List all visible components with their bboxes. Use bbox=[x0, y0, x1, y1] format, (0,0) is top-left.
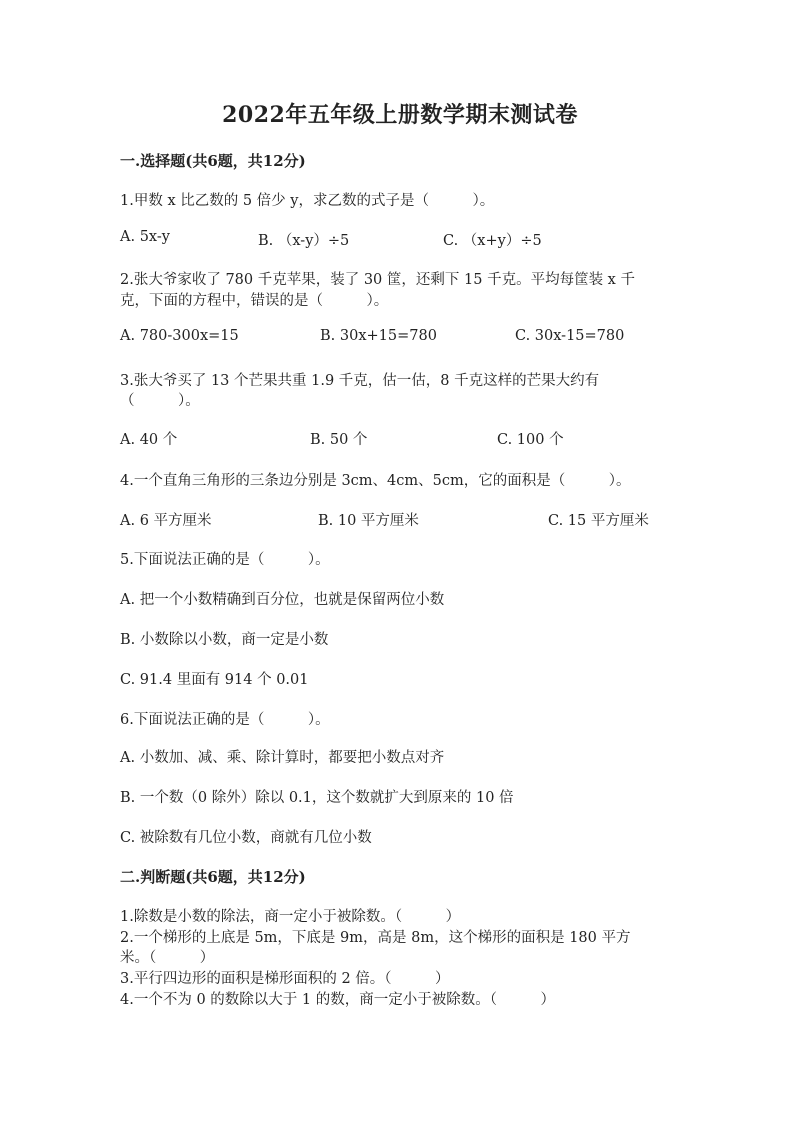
question-5-option-c: C. 91.4 里面有 914 个 0.01 bbox=[120, 672, 309, 688]
section-heading-choice: 一.选择题(共6题，共12分) bbox=[120, 152, 306, 170]
section-heading-judgement: 二.判断题(共6题，共12分) bbox=[120, 868, 306, 886]
question-1-option-b: B. （x-y）÷5 bbox=[258, 233, 350, 249]
question-6-option-c: C. 被除数有几位小数，商就有几位小数 bbox=[120, 830, 372, 846]
question-5-option-b: B. 小数除以小数，商一定是小数 bbox=[120, 632, 329, 648]
question-2-option-b: B. 30x+15=780 bbox=[320, 328, 437, 344]
question-3-option-a: A. 40 个 bbox=[120, 432, 178, 448]
question-1-option-c: C. （x+y）÷5 bbox=[443, 233, 542, 249]
question-2-stem-line-2: 克，下面的方程中，错误的是（ ）。 bbox=[120, 293, 389, 309]
judgement-4: 4.一个不为 0 的数除以大于 1 的数，商一定小于被除数。（ ） bbox=[120, 992, 555, 1008]
question-5-stem: 5.下面说法正确的是（ ）。 bbox=[120, 552, 330, 568]
question-2-option-a: A. 780-300x=15 bbox=[120, 328, 239, 344]
question-4-option-c: C. 15 平方厘米 bbox=[548, 513, 649, 529]
question-4-stem: 4.一个直角三角形的三条边分别是 3cm、4cm、5cm，它的面积是（ ）。 bbox=[120, 473, 631, 489]
page-title: 2022年五年级上册数学期末测试卷 bbox=[222, 102, 578, 128]
judgement-2-line-2: 米。（ ） bbox=[120, 950, 215, 966]
judgement-3: 3.平行四边形的面积是梯形面积的 2 倍。（ ） bbox=[120, 971, 450, 987]
question-6-option-a: A. 小数加、减、乘、除计算时，都要把小数点对齐 bbox=[120, 750, 445, 766]
question-4-option-a: A. 6 平方厘米 bbox=[120, 513, 212, 529]
judgement-1: 1.除数是小数的除法，商一定小于被除数。（ ） bbox=[120, 909, 461, 925]
question-1-option-a: A. 5x-y bbox=[120, 229, 170, 245]
question-3-stem-line-2: （ ）。 bbox=[120, 393, 200, 409]
question-6-option-b: B. 一个数（0 除外）除以 0.1，这个数就扩大到原来的 10 倍 bbox=[120, 790, 514, 806]
question-2-stem-line-1: 2.张大爷家收了 780 千克苹果，装了 30 筐，还剩下 15 千克。平均每筐装 x 千 bbox=[120, 272, 635, 288]
judgement-2-line-1: 2.一个梯形的上底是 5m，下底是 9m，高是 8m，这个梯形的面积是 180 平方 bbox=[120, 930, 631, 946]
question-2-option-c: C. 30x-15=780 bbox=[515, 328, 625, 344]
question-6-stem: 6.下面说法正确的是（ ）。 bbox=[120, 712, 330, 728]
question-5-option-a: A. 把一个小数精确到百分位，也就是保留两位小数 bbox=[120, 592, 445, 608]
question-4-option-b: B. 10 平方厘米 bbox=[318, 513, 419, 529]
question-3-stem-line-1: 3.张大爷买了 13 个芒果共重 1.9 千克，估一估，8 千克这样的芒果大约有 bbox=[120, 373, 600, 389]
question-3-option-c: C. 100 个 bbox=[497, 432, 564, 448]
question-3-option-b: B. 50 个 bbox=[310, 432, 368, 448]
question-1-stem: 1.甲数 x 比乙数的 5 倍少 y，求乙数的式子是（ ）。 bbox=[120, 193, 495, 209]
